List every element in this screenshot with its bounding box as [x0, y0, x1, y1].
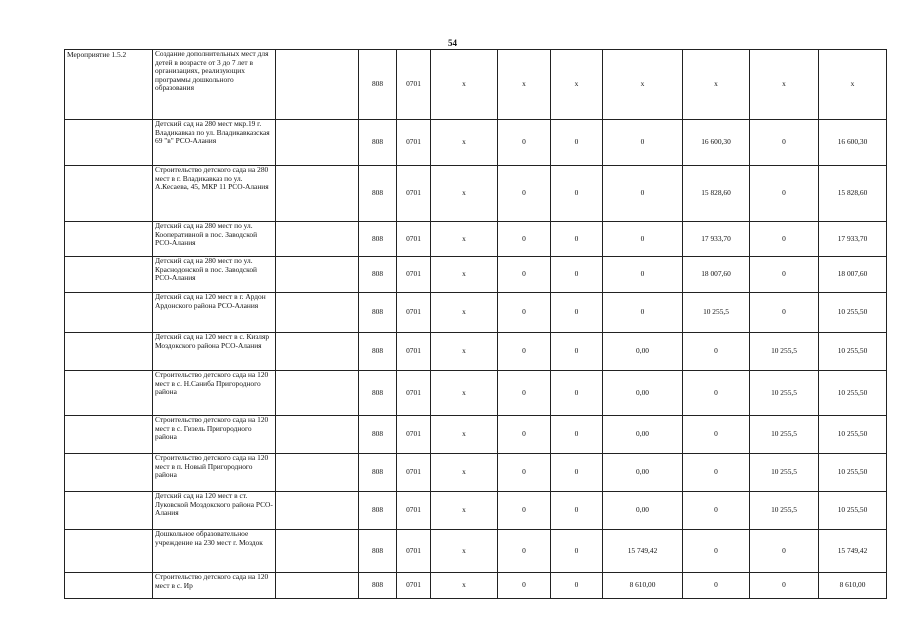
table-row [65, 333, 887, 371]
value-cell-3: 0 [551, 416, 603, 454]
total-cell: 10 255,50 [819, 416, 887, 454]
table-row [65, 371, 887, 416]
section-code-cell: 0701 [397, 120, 431, 166]
value-cell-4: х [603, 50, 683, 120]
grbs-code-cell: 808 [359, 492, 397, 530]
section-code-cell: 0701 [397, 416, 431, 454]
value-cell-1: х [431, 222, 498, 257]
value-cell-4: 0,00 [603, 333, 683, 371]
table-row [65, 166, 887, 222]
blank-cell [276, 222, 359, 257]
grbs-code-cell: 808 [359, 257, 397, 293]
value-cell-6: 10 255,5 [750, 454, 819, 492]
value-cell-4: 0 [603, 293, 683, 333]
value-cell-3: 0 [551, 454, 603, 492]
value-cell-6: 0 [750, 530, 819, 573]
value-cell-2: 0 [498, 416, 551, 454]
value-cell-2: х [498, 50, 551, 120]
total-cell: 10 255,50 [819, 293, 887, 333]
value-cell-3: 0 [551, 120, 603, 166]
blank-cell [276, 492, 359, 530]
event-cell [65, 454, 153, 492]
value-cell-5: 18 007,60 [683, 257, 750, 293]
value-cell-1: х [431, 120, 498, 166]
value-cell-6: 0 [750, 222, 819, 257]
value-cell-3: 0 [551, 371, 603, 416]
value-cell-5: 15 828,60 [683, 166, 750, 222]
value-cell-6: 10 255,5 [750, 333, 819, 371]
object-name-cell: Детский сад на 280 мест по ул. Кооперативной в пос. Заводской РСО-Алания [153, 222, 276, 257]
value-cell-5: 0 [683, 454, 750, 492]
blank-cell [276, 50, 359, 120]
section-code-cell: 0701 [397, 454, 431, 492]
value-cell-4: 0,00 [603, 416, 683, 454]
section-code-cell: 0701 [397, 492, 431, 530]
value-cell-6: х [750, 50, 819, 120]
value-cell-2: 0 [498, 454, 551, 492]
value-cell-2: 0 [498, 530, 551, 573]
section-code-cell: 0701 [397, 50, 431, 120]
total-cell: 17 933,70 [819, 222, 887, 257]
value-cell-4: 0 [603, 166, 683, 222]
grbs-code-cell: 808 [359, 166, 397, 222]
grbs-code-cell: 808 [359, 50, 397, 120]
value-cell-2: 0 [498, 293, 551, 333]
value-cell-5: 0 [683, 333, 750, 371]
value-cell-3: 0 [551, 166, 603, 222]
object-name-cell: Строительство детского сада на 120 мест в с. Н.Саниба Пригородного района [153, 371, 276, 416]
table-row [65, 50, 887, 120]
grbs-code-cell: 808 [359, 416, 397, 454]
section-code-cell: 0701 [397, 222, 431, 257]
value-cell-1: х [431, 50, 498, 120]
value-cell-4: 0 [603, 257, 683, 293]
total-cell: х [819, 50, 887, 120]
object-name-cell: Детский сад на 280 мест по ул. Краснодонской в пос. Заводской РСО-Алания [153, 257, 276, 293]
section-code-cell: 0701 [397, 293, 431, 333]
object-name-cell: Детский сад на 280 мест мкр.19 г. Владикавказ по ул. Владикавказская 69 "в" РСО-Алания [153, 120, 276, 166]
table-row [65, 573, 887, 599]
value-cell-4: 0,00 [603, 492, 683, 530]
value-cell-3: х [551, 50, 603, 120]
value-cell-6: 10 255,5 [750, 492, 819, 530]
total-cell: 10 255,50 [819, 454, 887, 492]
event-cell [65, 293, 153, 333]
section-code-cell: 0701 [397, 530, 431, 573]
event-cell [65, 333, 153, 371]
grbs-code-cell: 808 [359, 371, 397, 416]
value-cell-1: х [431, 166, 498, 222]
value-cell-2: 0 [498, 573, 551, 599]
value-cell-6: 10 255,5 [750, 416, 819, 454]
grbs-code-cell: 808 [359, 573, 397, 599]
blank-cell [276, 333, 359, 371]
blank-cell [276, 573, 359, 599]
event-cell [65, 222, 153, 257]
value-cell-5: 0 [683, 492, 750, 530]
value-cell-6: 0 [750, 120, 819, 166]
event-cell [65, 573, 153, 599]
total-cell: 10 255,50 [819, 333, 887, 371]
event-cell [65, 257, 153, 293]
value-cell-2: 0 [498, 222, 551, 257]
value-cell-6: 0 [750, 257, 819, 293]
budget-table [64, 49, 887, 599]
value-cell-1: х [431, 371, 498, 416]
section-code-cell: 0701 [397, 166, 431, 222]
blank-cell [276, 530, 359, 573]
total-cell: 16 600,30 [819, 120, 887, 166]
value-cell-4: 0 [603, 222, 683, 257]
value-cell-3: 0 [551, 492, 603, 530]
object-name-cell: Строительство детского сада на 120 мест в п. Новый Пригородного района [153, 454, 276, 492]
table-row [65, 454, 887, 492]
table-row [65, 416, 887, 454]
object-name-cell: Детский сад на 120 мест в ст. Луковской Моздокского района РСО-Алания [153, 492, 276, 530]
blank-cell [276, 120, 359, 166]
blank-cell [276, 257, 359, 293]
table-row [65, 530, 887, 573]
grbs-code-cell: 808 [359, 120, 397, 166]
page-number: 54 [448, 38, 457, 48]
value-cell-6: 0 [750, 293, 819, 333]
total-cell: 15 828,60 [819, 166, 887, 222]
value-cell-5: 0 [683, 573, 750, 599]
value-cell-1: х [431, 492, 498, 530]
blank-cell [276, 166, 359, 222]
value-cell-1: х [431, 416, 498, 454]
event-cell [65, 120, 153, 166]
object-name-cell: Строительство детского сада на 120 мест в с. Ир [153, 573, 276, 599]
object-name-cell: Строительство детского сада на 280 мест в г. Владикавказ по ул. А.Кесаева, 45, МКР 11 РСО-Алания [153, 166, 276, 222]
event-cell [65, 492, 153, 530]
value-cell-5: 0 [683, 416, 750, 454]
event-cell [65, 416, 153, 454]
value-cell-5: 0 [683, 371, 750, 416]
value-cell-4: 0,00 [603, 454, 683, 492]
total-cell: 18 007,60 [819, 257, 887, 293]
value-cell-2: 0 [498, 371, 551, 416]
value-cell-6: 0 [750, 573, 819, 599]
table-row [65, 293, 887, 333]
value-cell-6: 0 [750, 166, 819, 222]
value-cell-4: 0 [603, 120, 683, 166]
table-row [65, 257, 887, 293]
value-cell-3: 0 [551, 530, 603, 573]
table-row [65, 222, 887, 257]
grbs-code-cell: 808 [359, 293, 397, 333]
total-cell: 10 255,50 [819, 492, 887, 530]
value-cell-2: 0 [498, 333, 551, 371]
value-cell-4: 8 610,00 [603, 573, 683, 599]
grbs-code-cell: 808 [359, 222, 397, 257]
value-cell-3: 0 [551, 293, 603, 333]
value-cell-1: х [431, 333, 498, 371]
blank-cell [276, 416, 359, 454]
value-cell-5: 17 933,70 [683, 222, 750, 257]
value-cell-2: 0 [498, 492, 551, 530]
value-cell-2: 0 [498, 257, 551, 293]
total-cell: 10 255,50 [819, 371, 887, 416]
value-cell-5: 16 600,30 [683, 120, 750, 166]
value-cell-4: 15 749,42 [603, 530, 683, 573]
value-cell-3: 0 [551, 257, 603, 293]
object-name-cell: Детский сад на 120 мест в г. Ардон Ардонского района РСО-Алания [153, 293, 276, 333]
event-cell [65, 530, 153, 573]
value-cell-1: х [431, 293, 498, 333]
event-cell [65, 371, 153, 416]
blank-cell [276, 293, 359, 333]
table-row [65, 492, 887, 530]
section-code-cell: 0701 [397, 333, 431, 371]
blank-cell [276, 371, 359, 416]
table-row [65, 120, 887, 166]
object-name-cell: Детский сад на 120 мест в с. Кизляр Моздокского района РСО-Алания [153, 333, 276, 371]
value-cell-1: х [431, 257, 498, 293]
value-cell-5: 0 [683, 530, 750, 573]
grbs-code-cell: 808 [359, 454, 397, 492]
section-code-cell: 0701 [397, 371, 431, 416]
total-cell: 8 610,00 [819, 573, 887, 599]
value-cell-5: х [683, 50, 750, 120]
grbs-code-cell: 808 [359, 333, 397, 371]
value-cell-5: 10 255,5 [683, 293, 750, 333]
value-cell-3: 0 [551, 333, 603, 371]
value-cell-3: 0 [551, 573, 603, 599]
event-cell [65, 166, 153, 222]
value-cell-1: х [431, 454, 498, 492]
value-cell-4: 0,00 [603, 371, 683, 416]
object-name-cell: Строительство детского сада на 120 мест в с. Гизель Пригородного района [153, 416, 276, 454]
section-code-cell: 0701 [397, 573, 431, 599]
object-name-cell: Дошкольное образовательное учреждение на 230 мест г. Моздок [153, 530, 276, 573]
value-cell-6: 10 255,5 [750, 371, 819, 416]
section-code-cell: 0701 [397, 257, 431, 293]
value-cell-1: х [431, 530, 498, 573]
event-cell: Мероприятие 1.5.2 [65, 50, 153, 120]
grbs-code-cell: 808 [359, 530, 397, 573]
value-cell-1: х [431, 573, 498, 599]
blank-cell [276, 454, 359, 492]
value-cell-2: 0 [498, 120, 551, 166]
value-cell-3: 0 [551, 222, 603, 257]
value-cell-2: 0 [498, 166, 551, 222]
object-name-cell: Создание дополнительных мест для детей в возрасте от 3 до 7 лет в организациях, реализующих программы дошкольного образования [153, 50, 276, 120]
total-cell: 15 749,42 [819, 530, 887, 573]
